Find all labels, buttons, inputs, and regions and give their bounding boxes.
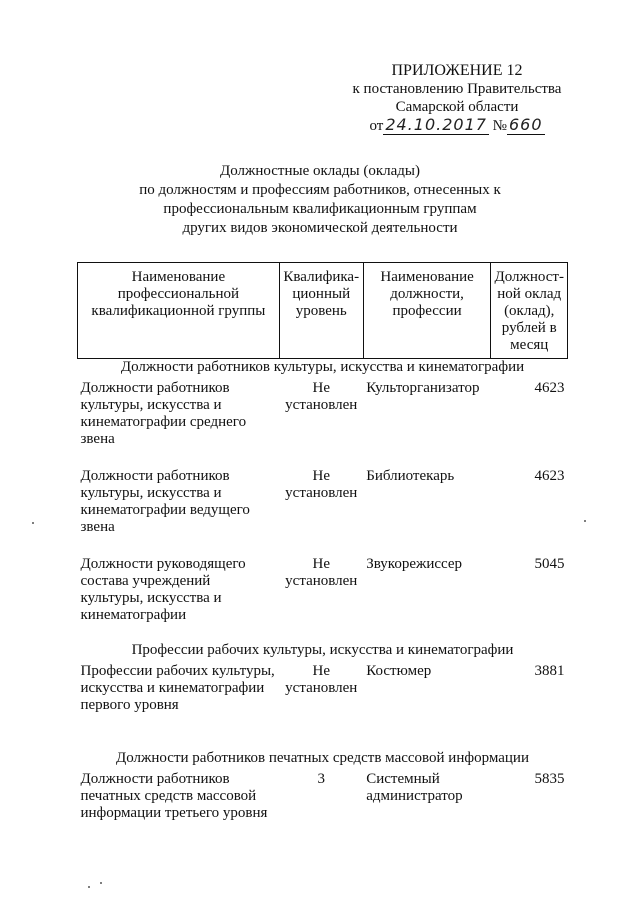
scan-speck bbox=[88, 886, 90, 888]
appendix-line-2: Самарской области bbox=[395, 99, 519, 115]
section-row bbox=[78, 714, 568, 767]
salary-table bbox=[77, 262, 568, 822]
cell-level: Не установлен bbox=[285, 468, 358, 501]
section-title: Профессии рабочих культуры, искусства и кинематографии bbox=[131, 642, 514, 658]
handwritten-date: 24.10.2017 bbox=[385, 115, 487, 134]
title-line-1: Должностные оклады (оклады) bbox=[219, 163, 421, 179]
cell-position: Костюмер bbox=[366, 663, 432, 679]
cell-salary: 5045 bbox=[534, 556, 565, 572]
header-group: Наименование профессиональной квалификационной группы bbox=[78, 263, 280, 359]
cell-salary: 3881 bbox=[534, 663, 565, 679]
appendix-date-line bbox=[369, 116, 544, 135]
cell-level: Не установлен bbox=[285, 380, 358, 413]
title-line-4: других видов экономической деятельности bbox=[182, 220, 458, 236]
title-line-2: по должностям и профессиям работников, отнесенных к bbox=[139, 182, 501, 198]
header-position: Наименование должности, профессии bbox=[363, 263, 491, 359]
section-title: Должности работников печатных средств массовой информации bbox=[116, 750, 529, 766]
scan-speck bbox=[100, 882, 102, 884]
section-row bbox=[78, 359, 568, 377]
date-prefix: от bbox=[369, 118, 384, 134]
section-row bbox=[78, 624, 568, 659]
cell-level: Не установлен bbox=[285, 556, 358, 589]
cell-position: Системный администратор bbox=[366, 771, 463, 804]
table-row bbox=[78, 536, 568, 624]
cell-position: Культорганизатор bbox=[366, 380, 480, 396]
handwritten-number: 660 bbox=[508, 115, 543, 134]
cell-level: 3 bbox=[317, 771, 325, 787]
section-title: Должности работников культуры, искусства и кинематографии bbox=[120, 359, 525, 375]
header-salary: Должност-ной оклад (оклад), рублей в месяц bbox=[491, 263, 568, 359]
title-line-3: профессиональным квалификационным группам bbox=[163, 201, 477, 217]
appendix-block bbox=[322, 62, 592, 135]
cell-group: Должности работников культуры, искусства и кинематографии среднего звена bbox=[80, 380, 247, 447]
header-level: Квалифика-ционный уровень bbox=[279, 263, 363, 359]
number-prefix: № bbox=[492, 118, 507, 134]
cell-group: Должности работников печатных средств массовой информации третьего уровня bbox=[80, 771, 268, 821]
cell-salary: 4623 bbox=[534, 380, 565, 396]
cell-level: Не установлен bbox=[285, 663, 358, 696]
cell-position: Библиотекарь bbox=[366, 468, 455, 484]
table-row bbox=[78, 448, 568, 536]
cell-position: Звукорежиссер bbox=[366, 556, 463, 572]
table-row bbox=[78, 659, 568, 714]
cell-group: Должности работников культуры, искусства и кинематографии ведущего звена bbox=[80, 468, 250, 535]
cell-salary: 4623 bbox=[534, 468, 565, 484]
scan-speck bbox=[32, 522, 34, 524]
appendix-line-1: к постановлению Правительства bbox=[352, 81, 562, 97]
scan-speck bbox=[584, 520, 586, 522]
cell-group: Профессии рабочих культуры, искусства и кинематографии первого уровня bbox=[80, 663, 275, 713]
cell-salary: 5835 bbox=[534, 771, 565, 787]
table-row bbox=[78, 767, 568, 822]
table-row bbox=[78, 376, 568, 448]
cell-group: Должности руководящего состава учреждений культуры, искусства и кинематографии bbox=[80, 556, 246, 623]
document-title bbox=[60, 162, 580, 238]
table-header-row bbox=[78, 263, 568, 359]
appendix-heading: ПРИЛОЖЕНИЕ 12 bbox=[391, 62, 523, 79]
